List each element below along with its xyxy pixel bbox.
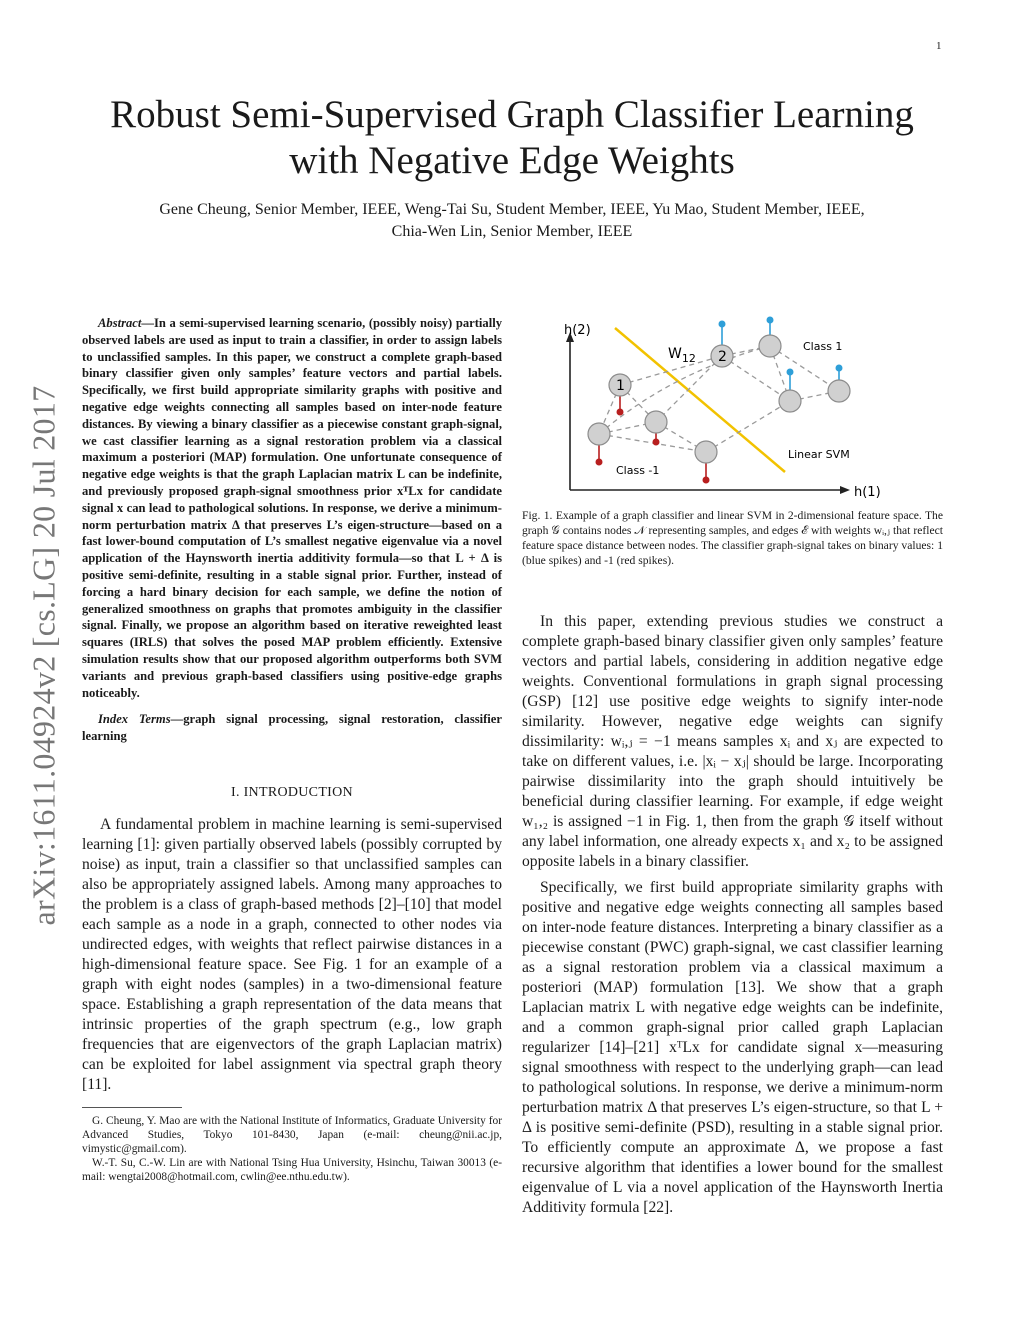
footnote-affiliation-2: W.-T. Su, C.-W. Lin are with National Tsing Hua University, Hsinchu, Taiwan 30013 (e-mail: wengtai2008@hotmail.com, cwlin@ee.nthu.edu.tw). [82,1156,502,1183]
edge-weight-label: $W_{12}$ [668,346,696,365]
linear-svm-label: Linear SVM [788,448,850,461]
author-list-line-1: Gene Cheung, Senior Member, IEEE, Weng-Tai Su, Student Member, IEEE, Yu Mao, Student Member, IEEE, [159,201,865,218]
index-terms [82,711,502,745]
paper-title-line-2: with Negative Edge Weights [289,139,735,182]
figure-1 [522,312,943,568]
author-list-line-2: Chia-Wen Lin, Senior Member, IEEE [391,223,633,240]
author-list [60,199,964,243]
arxiv-identifier-stamp [22,365,66,945]
abstract [82,315,502,701]
index-terms-text: —graph signal processing, signal restoration, classifier learning [82,712,502,744]
right-paragraph-1: In this paper, extending previous studies we construct a complete graph-based binary classifier given only samples’ feature vectors and partial labels, considering in addition negative edge weights. Conventional formulations in graph signal processing (GSP) [12] use positive edge weights to signify inter-node similarity. However, negative edge weights can signify dissimilarity: wᵢ,ⱼ = −1 means samples xᵢ and xⱼ are expected to take on different values, i.e. |xᵢ − xⱼ| should be large. Incorporating pairwise dissimilarity into the graph should intuitively be beneficial during classifier learning. For example, if edge weight w₁,₂ is assigned −1 in Fig. 1, then from the graph 𝒢 itself without any label information, one already expects x₁ and x₂ to be assigned opposite labels in a binary classifier. [522,613,943,870]
node-1-label: 1 [616,378,625,394]
figure-1-caption: Fig. 1. Example of a graph classifier and linear SVM in 2-dimensional feature space. The graph 𝒢 contains nodes 𝒩 representing samples, and edges ℰ with weights wᵢ,ⱼ that reflect feature space distance between nodes. The classifier graph-signal takes on binary values: 1 (blue spikes) and -1 (red spikes). [522,509,943,567]
right-column [522,312,943,1218]
arxiv-identifier-text: arXiv:1611.04924v2 [cs.LG] 20 Jul 2017 [25,385,62,925]
paper-title [60,92,964,184]
blue-spikes [719,317,843,402]
left-column [82,315,502,1184]
node-2-label: 2 [718,349,727,365]
abstract-label: Abstract [98,316,142,330]
intro-paragraph: A fundamental problem in machine learning is semi-supervised learning [1]: given partially observed labels (possibly corrupted by noise) as input, train a classifier so that unclassified samples can also be appropriately assigned labels. Among many approaches to the problem is a class of graph-based methods [2]–[10] that model each sample as a node in a graph, connected to other nodes via undirected edges, with weights that reflect pairwise distances in a high-dimensional feature space. See Fig. 1 for an example of a graph with eight nodes (samples) in a two-dimensional feature space. Establishing a graph representation of the data means that intrinsic properties of the graph spectrum (e.g., low graph frequencies that are eigenvectors of the graph Laplacian matrix) can be exploited for label assignment via spectral graph theory [11]. [82,815,502,1093]
page-number: 1 [936,40,942,52]
abstract-text: —In a semi-supervised learning scenario, (possibly noisy) partially observed labels are used as input to train a classifier, in order to assign labels to unclassified samples. In this paper, we construct a complete graph-based binary classifier given only samples’ feature vectors and partial labels. Specifically, we first build appropriate similarity graphs with positive and negative edge weights connecting all samples based on inter-node feature distances. By viewing a binary classifier as a piecewise constant graph-signal, we cast classifier learning as a signal restoration problem via a classical maximum a posteriori (MAP) formulation. One unfortunate consequence of negative edge weights is that the graph Laplacian matrix L can be indefinite, and previously proposed graph-signal smoothness prior xᵀLx for candidate signal x can lead to pathological solutions. In response, we derive a minimum-norm perturbation matrix Δ that preserves L’s eigen-structure—based on a fast lower-bound computation of L’s smallest negative eigenvalue via a novel application of the Haynsworth inertia additivity formula—so that L + Δ is positive semi-definite, resulting in a stable signal prior. Further, instead of forcing a hard binary decision for each sample, we define the notion of generalized smoothness on graphs that promotes ambiguity in the classifier signal. Finally, we propose an algorithm based on iterative reweighted least squares (IRLS) that solves the posed MAP problem efficiently. Extensive simulation results show that our proposed algorithm outperforms both SVM variants and previous graph-based classifiers using positive-edge graphs noticeably. [82,316,502,700]
class-neg1-label: Class -1 [616,464,660,477]
x-axis-label: h(1) [854,485,881,500]
class-1-label: Class 1 [803,340,843,353]
y-axis-label: h(2) [564,323,591,338]
paper-title-line-1: Robust Semi-Supervised Graph Classifier Learning [110,93,914,136]
right-paragraph-2: Specifically, we first build appropriate similarity graphs with positive and negative edge weights connecting all samples based on inter-node feature distances. Interpreting a binary classifier as a piecewise constant (PWC) graph-signal, we cast classifier learning as a signal restoration problem via a classical maximum a posteriori (MAP) formulation [13]. We show that a graph Laplacian matrix L with negative edge weights can be indefinite, and a common graph-signal prior called graph Laplacian regularizer [14]–[21] xᵀLx for candidate signal x—measuring signal smoothness with respect to the underlying graph—can lead to pathological solutions. In response, we derive a minimum-norm perturbation matrix Δ that preserves L’s eigen-structure, so that L + Δ is positive semi-definite (PSD), resulting in a stable signal prior. To efficiently compute an approximate Δ, we propose a fast recursive algorithm that identifies a lower bound for the smallest eigenvalue of L via a novel application of the Haynsworth Inertia Additivity formula [22]. [522,879,943,1216]
x-axis-arrow-icon [840,486,850,494]
figure-1-diagram [522,312,943,502]
section-heading-introduction: I. INTRODUCTION [231,784,353,800]
index-terms-label: Index Terms [98,712,171,727]
footnote-divider [82,1107,182,1108]
right-body-text [522,612,943,1218]
footnote-affiliation-1: G. Cheung, Y. Mao are with the National Institute of Informatics, Graduate University for Advanced Studies, Tokyo 101-8430, Japan (e-mail: cheung@nii.ac.jp, vimystic@gmail.com). [82,1114,502,1155]
